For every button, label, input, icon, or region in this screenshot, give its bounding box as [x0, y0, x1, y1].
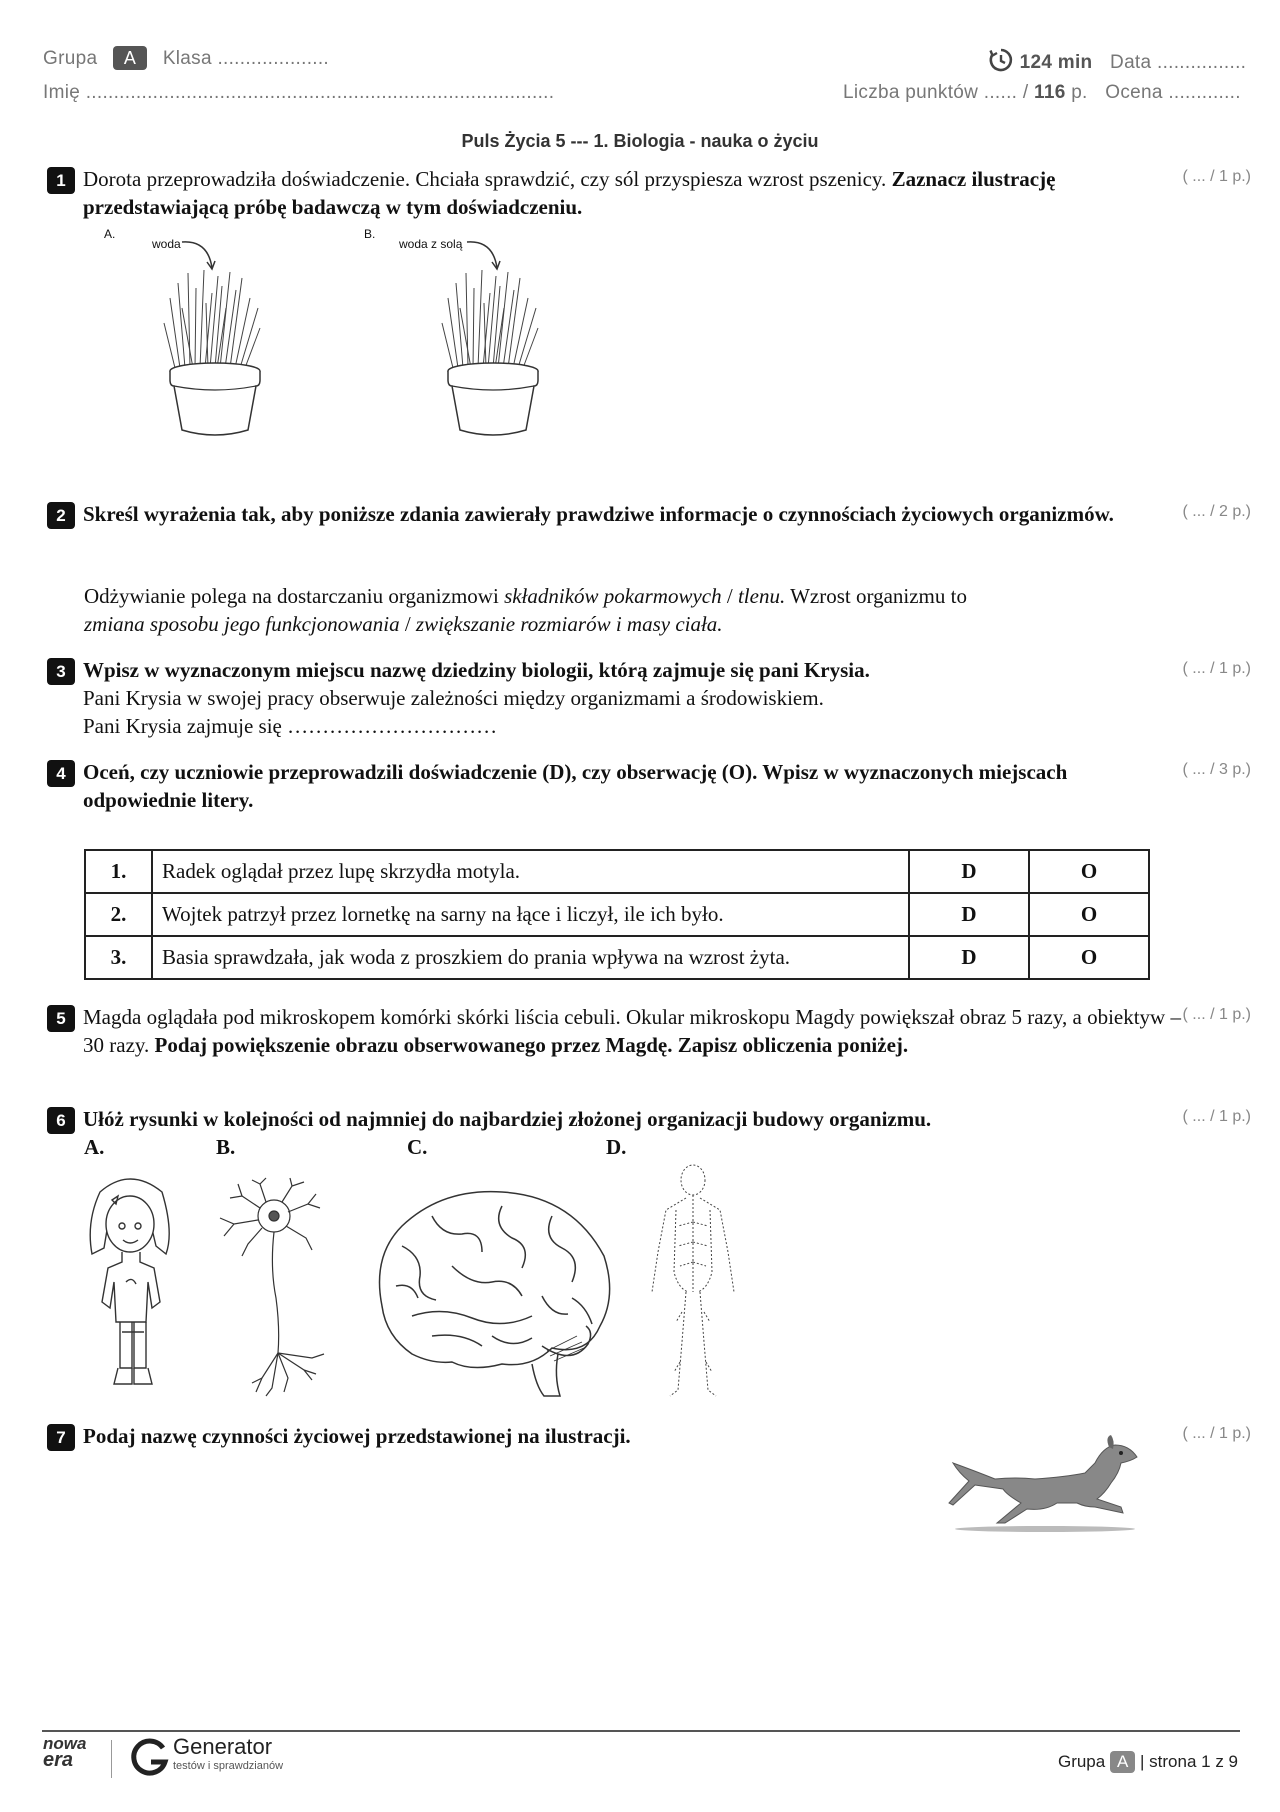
question-text-bold: Podaj nazwę czynności życiowej przedstawionej na ilustracji.	[83, 1424, 631, 1448]
grade-dots[interactable]: .............	[1168, 82, 1241, 103]
question-text	[83, 165, 1183, 221]
q2-separator: /	[726, 584, 733, 608]
option-a-letter: A.	[84, 1135, 105, 1159]
girl-image	[78, 1172, 183, 1397]
arrow-icon-a	[180, 238, 220, 272]
clock-icon	[988, 47, 1014, 73]
footer-group-label: Grupa	[1057, 1752, 1106, 1771]
row-text: Wojtek patrzył przez lornetkę na sarny na łące i liczył, ile ich było.	[152, 893, 909, 936]
question-text-bold: Podaj powiększenie obrazu obserwowanego przez Magdę. Zapisz obliczenia poniżej.	[154, 1033, 909, 1057]
question-text-bold: Oceń, czy uczniowie przeprowadzili doświadczenie (D), czy obserwację (O). Wpisz w wyznaczonych miejscach odpowiednie litery.	[83, 760, 1068, 812]
option-a-letter[interactable]: A.	[104, 227, 116, 241]
question-text-bold: Wpisz w wyznaczonym miejscu nazwę dziedziny biologii, którą zajmuje się pani Krysia.	[83, 658, 870, 682]
q4-table	[84, 849, 1150, 980]
footer-page-number: | strona 1 z 9	[1140, 1752, 1238, 1771]
generator-logo	[173, 1734, 283, 1772]
nowa-era-logo	[43, 1734, 87, 1771]
question-number: 6	[47, 1107, 75, 1134]
class-dots[interactable]: ....................	[217, 48, 330, 69]
points-label: Liczba punktów	[843, 82, 979, 103]
row-number: 2.	[85, 893, 152, 936]
logo-subtitle: testów i sprawdzianów	[173, 1760, 284, 1772]
question-text-plain: Dorota przeprowadziła doświadczenie. Chciała sprawdzić, czy sól przyspiesza wzrost pszenicy.	[83, 167, 887, 191]
points-q7[interactable]: ( ... / 1 p.)	[1182, 1425, 1251, 1442]
points-q5[interactable]: ( ... / 1 p.)	[1182, 1006, 1251, 1023]
option-o[interactable]: O	[1029, 936, 1149, 979]
points-q2[interactable]: ( ... / 2 p.)	[1182, 503, 1251, 520]
q2-option-2b[interactable]: zwiększanie rozmiarów i masy ciała.	[415, 612, 723, 636]
q2-separator: /	[404, 612, 411, 636]
generator-logo-icon	[129, 1738, 169, 1778]
q2-sentence-1-start: Odżywianie polega na dostarczaniu organizmowi	[84, 584, 499, 608]
time-value: 124 min	[1019, 52, 1093, 73]
time-and-date	[988, 47, 1246, 74]
question-text-bold: Ułóż rysunki w kolejności od najmniej do najbardziej złożonej organizacji budowy organizmu.	[83, 1107, 932, 1131]
question-text	[83, 1105, 1183, 1133]
logo-bottom: era	[43, 1749, 74, 1771]
question-number: 3	[47, 658, 75, 685]
question-text-bold: Skreśl wyrażenia tak, aby poniższe zdania zawierały prawdziwe informacje o czynnościach życiowych organizmów.	[83, 502, 1114, 526]
logo-divider	[111, 1740, 112, 1778]
question-text	[83, 500, 1183, 528]
name-label: Imię	[43, 82, 81, 103]
question-number: 7	[47, 1424, 75, 1451]
question-3	[47, 656, 1137, 740]
question-2	[47, 500, 1137, 528]
brain-image	[372, 1186, 617, 1398]
points-unit: p.	[1071, 82, 1088, 103]
points-q6[interactable]: ( ... / 1 p.)	[1182, 1108, 1251, 1125]
row-text: Basia sprawdzała, jak woda z proszkiem do prania wpływa na wzrost żyta.	[152, 936, 909, 979]
question-number: 2	[47, 502, 75, 529]
group-label: Grupa	[43, 48, 98, 69]
footer-divider	[42, 1730, 1240, 1732]
table-row	[85, 936, 1149, 979]
option-o[interactable]: O	[1029, 850, 1149, 893]
points-dots[interactable]: ......	[983, 82, 1018, 103]
question-number: 1	[47, 167, 75, 194]
question-text	[83, 656, 1183, 740]
group-badge: A	[113, 46, 147, 70]
footer-page-info	[1058, 1751, 1238, 1773]
nervous-system-image	[648, 1162, 738, 1400]
row-text: Radek oglądał przez lupę skrzydła motyla.	[152, 850, 909, 893]
question-6	[47, 1105, 1137, 1133]
group-field	[43, 46, 329, 70]
arrow-icon-b	[465, 238, 505, 272]
option-d-letter: D.	[606, 1135, 627, 1159]
points-sep: /	[1022, 82, 1029, 103]
neuron-image	[212, 1178, 347, 1398]
question-1	[47, 165, 1137, 221]
logo-name: Generator	[173, 1734, 273, 1759]
points-total: 116	[1034, 82, 1066, 103]
question-4	[47, 758, 1137, 814]
q2-sentence-2-start: Wzrost organizmu to	[790, 584, 967, 608]
points-q4[interactable]: ( ... / 3 p.)	[1182, 761, 1251, 778]
question-number: 4	[47, 760, 75, 787]
option-d[interactable]: D	[909, 936, 1029, 979]
points-q1[interactable]: ( ... / 1 p.)	[1182, 168, 1251, 185]
row-number: 3.	[85, 936, 152, 979]
question-text	[83, 1003, 1193, 1059]
wheat-pot-b-image[interactable]	[438, 268, 548, 440]
date-label: Data	[1110, 52, 1152, 73]
table-row	[85, 893, 1149, 936]
q2-option-1b[interactable]: tlenu.	[737, 584, 786, 608]
option-b-letter: B.	[216, 1135, 236, 1159]
option-b-letter[interactable]: B.	[364, 227, 376, 241]
logo-top: nowa	[43, 1734, 87, 1753]
date-dots[interactable]: ................	[1156, 52, 1247, 73]
option-o[interactable]: O	[1029, 893, 1149, 936]
table-row	[85, 850, 1149, 893]
option-d[interactable]: D	[909, 893, 1029, 936]
question-number: 5	[47, 1005, 75, 1032]
q3-answer-line[interactable]: Pani Krysia zajmuje się …………………………	[83, 714, 498, 738]
q2-option-1a[interactable]: składników pokarmowych	[504, 584, 722, 608]
row-number: 1.	[85, 850, 152, 893]
option-c-letter: C.	[407, 1135, 428, 1159]
option-b-label: woda z solą	[399, 237, 463, 251]
points-field	[843, 82, 1241, 104]
points-q3[interactable]: ( ... / 1 p.)	[1182, 660, 1251, 677]
question-5	[47, 1003, 1181, 1059]
q3-line-1: Pani Krysia w swojej pracy obserwuje zależności między organizmami a środowiskiem.	[83, 686, 824, 710]
footer-group-badge: A	[1110, 1751, 1135, 1773]
grade-label: Ocena	[1105, 82, 1163, 103]
question-text	[83, 758, 1183, 814]
class-label: Klasa	[162, 48, 212, 69]
option-a-label: woda	[152, 237, 181, 251]
question-text-plain: Magda oglądała pod mikroskopem komórki skórki liścia cebuli. Okular mikroskopu Magdy powiększał obraz 5 razy, a obiektyw – 30 razy.	[83, 1005, 1181, 1057]
name-field[interactable]	[43, 82, 554, 104]
page-title: Puls Życia 5 --- 1. Biologia - nauka o życiu	[461, 131, 819, 151]
running-dog-image	[945, 1433, 1145, 1533]
q2-option-2a[interactable]: zmiana sposobu jego funkcjonowania	[84, 612, 400, 636]
name-dots[interactable]: ....................................................................................	[85, 82, 555, 103]
q2-sentences	[84, 582, 1164, 638]
wheat-pot-a-image[interactable]	[160, 268, 270, 440]
question-text-bold: Zaznacz ilustrację przedstawiającą próbę badawczą w tym doświadczeniu.	[83, 167, 1056, 219]
option-d[interactable]: D	[909, 850, 1029, 893]
